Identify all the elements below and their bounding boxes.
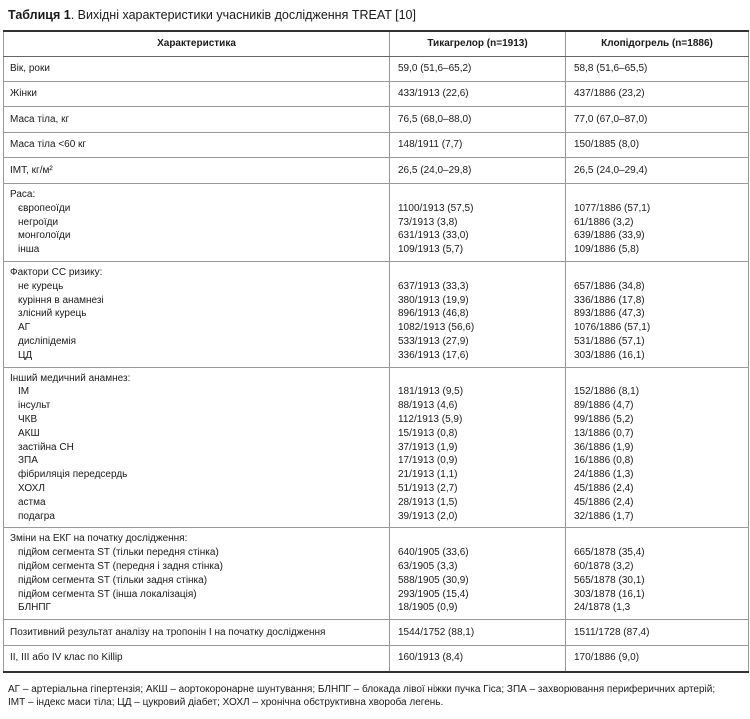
- group-item-label: не курець: [18, 280, 64, 292]
- group-labels: [4, 261, 390, 367]
- group-item-label: інсульт: [18, 400, 51, 412]
- table-row: [4, 82, 749, 107]
- group-item-label: АКШ: [18, 427, 40, 439]
- clopidogrel-value: 336/1886 (17,8): [574, 294, 645, 306]
- group-item-label: підйом сегмента ST (передня і задня стінка): [18, 560, 223, 572]
- ticagrelor-value: 433/1913 (22,6): [390, 82, 566, 107]
- group-row-cv-risk: [4, 261, 749, 367]
- footnote-line: ІМТ – індекс маси тіла; ЦД – цукровий діабет; ХОХЛ – хронічна обструктивна хвороба легень.: [8, 697, 444, 708]
- clopidogrel-value: 657/1886 (34,8): [574, 280, 645, 292]
- group-item-label: ЗПА: [18, 455, 38, 467]
- row-label: ІМТ, кг/м²: [4, 158, 390, 184]
- clopidogrel-value: 565/1878 (30,1): [574, 574, 645, 586]
- group-item-label: ЦД: [18, 349, 33, 361]
- ticagrelor-value: 26,5 (24,0–29,8): [390, 158, 566, 184]
- clopidogrel-values: [566, 528, 749, 620]
- clopidogrel-value: 665/1878 (35,4): [574, 547, 645, 559]
- clopidogrel-value: 36/1886 (1,9): [574, 441, 634, 453]
- ticagrelor-value: 21/1913 (1,1): [398, 469, 458, 481]
- group-item-label: ХОХЛ: [18, 482, 45, 494]
- clopidogrel-value: 1511/1728 (87,4): [566, 620, 749, 646]
- ticagrelor-value: 160/1913 (8,4): [390, 646, 566, 672]
- clopidogrel-value: 303/1878 (16,1): [574, 588, 645, 600]
- ticagrelor-values: [390, 184, 566, 262]
- table-row: [4, 133, 749, 158]
- clopidogrel-value: 152/1886 (8,1): [574, 386, 640, 398]
- ticagrelor-value: 39/1913 (2,0): [398, 510, 458, 522]
- ticagrelor-value: 28/1913 (1,5): [398, 496, 458, 508]
- group-item-label: фібриляція передсердь: [18, 469, 128, 481]
- group-item-label: монголоїди: [18, 230, 71, 242]
- row-label: Позитивний результат аналізу на тропонін І на початку дослідження: [4, 620, 390, 646]
- ticagrelor-value: 59,0 (51,6–65,2): [390, 57, 566, 82]
- group-item-label: АГ: [18, 322, 31, 334]
- clopidogrel-values: [566, 184, 749, 262]
- group-row-medical-history: [4, 367, 749, 528]
- ticagrelor-values: [390, 367, 566, 528]
- group-labels: [4, 184, 390, 262]
- ticagrelor-value: 112/1913 (5,9): [398, 413, 463, 425]
- clopidogrel-value: 1077/1886 (57,1): [574, 202, 651, 214]
- ticagrelor-value: 148/1911 (7,7): [390, 133, 566, 158]
- group-item-label: підйом сегмента ST (інша локалізація): [18, 588, 197, 600]
- clopidogrel-value: 89/1886 (4,7): [574, 400, 634, 412]
- ticagrelor-values: [390, 261, 566, 367]
- table-row: [4, 158, 749, 184]
- ticagrelor-value: 51/1913 (2,7): [398, 482, 458, 494]
- row-label: Жінки: [4, 82, 390, 107]
- ticagrelor-value: 63/1905 (3,3): [398, 560, 458, 572]
- ticagrelor-value: 380/1913 (19,9): [398, 294, 469, 306]
- table-footnote: [8, 683, 746, 709]
- row-label: Маса тіла, кг: [4, 107, 390, 133]
- clopidogrel-value: 77,0 (67,0–87,0): [566, 107, 749, 133]
- footnote-line: АГ – артеріальна гіпертензія; АКШ – аортокоронарне шунтування; БЛНПГ – блокада лівої ніжки пучка Гіса; ЗПА – захворювання периферичних артерій;: [8, 684, 716, 695]
- caption-label: Таблиця 1: [8, 8, 71, 22]
- clopidogrel-value: 109/1886 (5,8): [574, 244, 640, 256]
- clopidogrel-value: 61/1886 (3,2): [574, 216, 634, 228]
- group-item-label: БЛНПГ: [18, 602, 51, 614]
- caption-title: . Вихідні характеристики учасників дослідження TREAT [10]: [70, 8, 416, 22]
- group-item-label: підйом сегмента ST (тільки передня стінка): [18, 547, 219, 559]
- ticagrelor-value: 293/1905 (15,4): [398, 588, 469, 600]
- clopidogrel-value: 1076/1886 (57,1): [574, 322, 651, 334]
- group-item-label: ЧКВ: [18, 413, 38, 425]
- ticagrelor-value: 88/1913 (4,6): [398, 400, 458, 412]
- ticagrelor-value: 1544/1752 (88,1): [390, 620, 566, 646]
- table-caption: [8, 7, 416, 23]
- row-label: Вік, роки: [4, 57, 390, 82]
- table-row: [4, 646, 749, 672]
- group-labels: [4, 367, 390, 528]
- clopidogrel-value: 303/1886 (16,1): [574, 349, 645, 361]
- clopidogrel-value: 639/1886 (33,9): [574, 230, 645, 242]
- baseline-characteristics-table: [3, 30, 749, 673]
- group-item-label: інша: [18, 244, 40, 256]
- group-item-label: підйом сегмента ST (тільки задня стінка): [18, 574, 208, 586]
- clopidogrel-value: 531/1886 (57,1): [574, 335, 645, 347]
- table-row: [4, 620, 749, 646]
- clopidogrel-value: 32/1886 (1,7): [574, 510, 634, 522]
- clopidogrel-value: 24/1878 (1,3: [574, 602, 631, 614]
- clopidogrel-value: 45/1886 (2,4): [574, 482, 634, 494]
- group-title: Раса:: [10, 189, 36, 200]
- group-item-label: куріння в анамнезі: [18, 294, 104, 306]
- group-title: Фактори СС ризику:: [10, 266, 103, 278]
- header-ticagrelor: Тикагрелор (n=1913): [390, 31, 566, 57]
- clopidogrel-value: 16/1886 (0,8): [574, 455, 634, 467]
- ticagrelor-value: 637/1913 (33,3): [398, 280, 469, 292]
- group-item-label: негроїди: [18, 216, 59, 228]
- ticagrelor-value: 109/1913 (5,7): [398, 244, 464, 256]
- ticagrelor-value: 640/1905 (33,6): [398, 547, 469, 559]
- clopidogrel-value: 437/1886 (23,2): [566, 82, 749, 107]
- ticagrelor-value: 37/1913 (1,9): [398, 441, 458, 453]
- group-row-ecg-changes: [4, 528, 749, 620]
- group-item-label: астма: [18, 496, 46, 508]
- ticagrelor-value: 76,5 (68,0–88,0): [390, 107, 566, 133]
- group-item-label: дисліпідемія: [18, 335, 77, 347]
- header-row: [4, 31, 749, 57]
- group-item-label: подагра: [18, 510, 55, 522]
- row-label: Маса тіла <60 кг: [4, 133, 390, 158]
- table-row: [4, 57, 749, 82]
- header-clopidogrel: Клопідогрель (n=1886): [566, 31, 749, 57]
- clopidogrel-value: 13/1886 (0,7): [574, 427, 634, 439]
- ticagrelor-value: 18/1905 (0,9): [398, 602, 458, 614]
- ticagrelor-value: 1100/1913 (57,5): [398, 202, 474, 214]
- clopidogrel-value: 24/1886 (1,3): [574, 469, 634, 481]
- row-label: ІІ, ІІІ або IV клас по Killip: [4, 646, 390, 672]
- ticagrelor-value: 588/1905 (30,9): [398, 574, 469, 586]
- ticagrelor-values: [390, 528, 566, 620]
- ticagrelor-value: 896/1913 (46,8): [398, 308, 469, 320]
- group-item-label: застійна СН: [18, 441, 74, 453]
- group-title: Інший медичний анамнез:: [10, 372, 131, 384]
- ticagrelor-value: 15/1913 (0,8): [398, 427, 458, 439]
- clopidogrel-values: [566, 261, 749, 367]
- group-row-race: [4, 184, 749, 262]
- table-row: [4, 107, 749, 133]
- group-item-label: ІМ: [18, 386, 30, 398]
- group-item-label: європеоїди: [18, 202, 71, 214]
- group-labels: [4, 528, 390, 620]
- clopidogrel-value: 99/1886 (5,2): [574, 413, 634, 425]
- clopidogrel-value: 893/1886 (47,3): [574, 308, 645, 320]
- ticagrelor-value: 73/1913 (3,8): [398, 216, 458, 228]
- clopidogrel-value: 58,8 (51,6–65,5): [566, 57, 749, 82]
- group-title: Зміни на ЕКГ на початку дослідження:: [10, 533, 188, 545]
- clopidogrel-values: [566, 367, 749, 528]
- ticagrelor-value: 533/1913 (27,9): [398, 335, 469, 347]
- clopidogrel-value: 150/1885 (8,0): [566, 133, 749, 158]
- header-characteristic: Характеристика: [4, 31, 390, 57]
- ticagrelor-value: 631/1913 (33,0): [398, 230, 469, 242]
- group-item-label: злісний курець: [18, 308, 87, 320]
- ticagrelor-value: 181/1913 (9,5): [398, 386, 464, 398]
- ticagrelor-value: 336/1913 (17,6): [398, 349, 469, 361]
- clopidogrel-value: 26,5 (24,0–29,4): [566, 158, 749, 184]
- clopidogrel-value: 45/1886 (2,4): [574, 496, 634, 508]
- clopidogrel-value: 60/1878 (3,2): [574, 560, 634, 572]
- clopidogrel-value: 170/1886 (9,0): [566, 646, 749, 672]
- ticagrelor-value: 17/1913 (0,9): [398, 455, 458, 467]
- ticagrelor-value: 1082/1913 (56,6): [398, 322, 475, 334]
